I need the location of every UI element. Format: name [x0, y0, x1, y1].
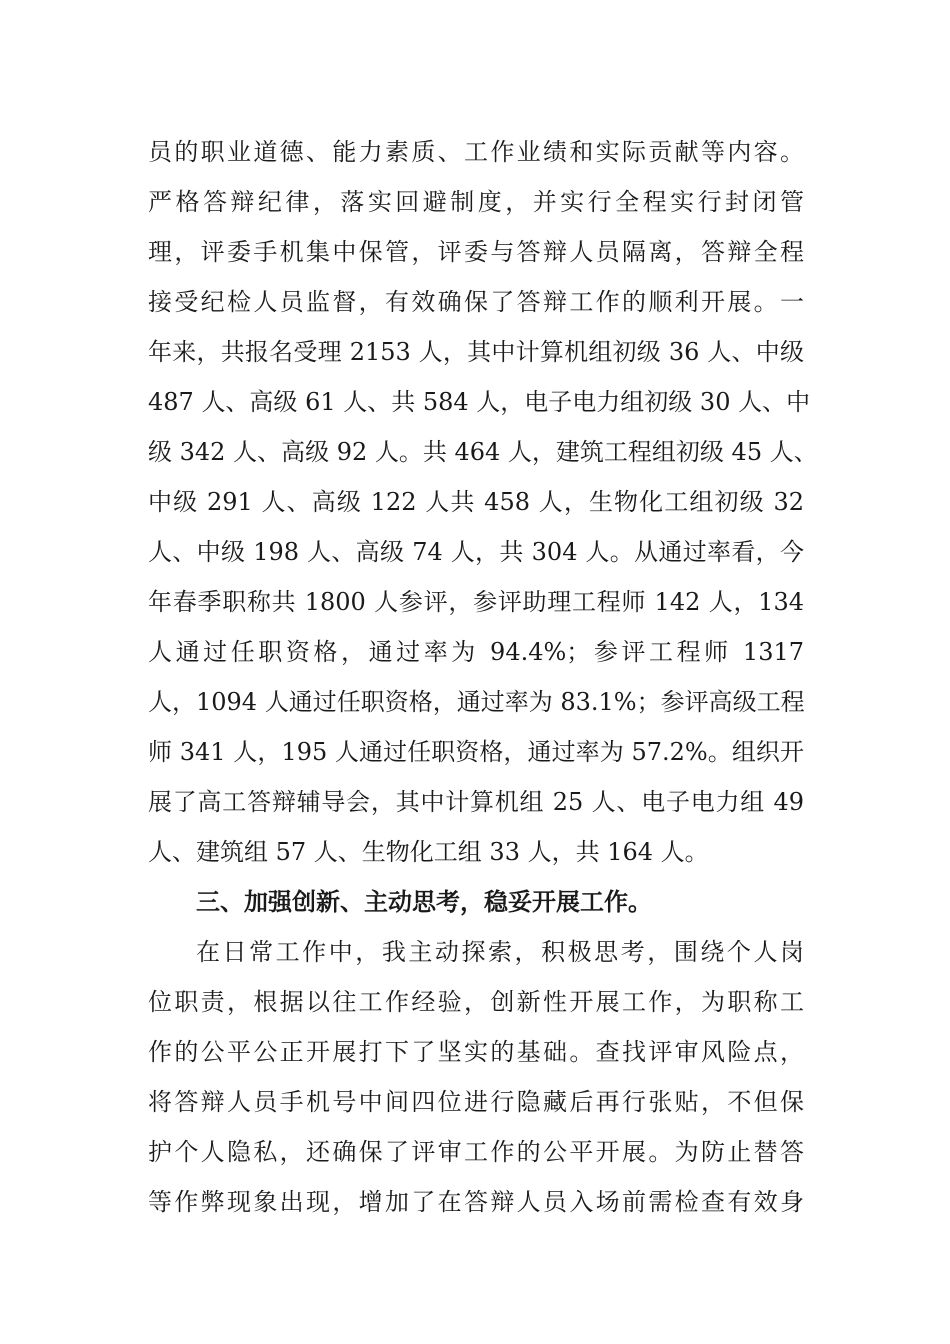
paragraph-line: 人通过任职资格，通过率为 94.4%；参评工程师 1317 [148, 638, 804, 666]
paragraph-line: 人、建筑组 57 人、生物化工组 33 人，共 164 人。 [148, 838, 709, 866]
paragraph-line: 师 341 人，195 人通过任职资格，通过率为 57.2%。组织开 [148, 738, 804, 766]
paragraph-line: 位职责，根据以往工作经验，创新性开展工作，为职称工 [148, 988, 804, 1016]
paragraph-line: 在日常工作中，我主动探索，积极思考，围绕个人岗 [196, 938, 804, 966]
paragraph-line: 理，评委手机集中保管，评委与答辩人员隔离，答辩全程 [148, 238, 804, 266]
paragraph-line: 年来，共报名受理 2153 人，其中计算机组初级 36 人、中级 [148, 338, 804, 366]
paragraph-line: 员的职业道德、能力素质、工作业绩和实际贡献等内容。 [148, 138, 804, 166]
paragraph-line: 严格答辩纪律，落实回避制度，并实行全程实行封闭管 [148, 188, 804, 216]
paragraph-line: 将答辩人员手机号中间四位进行隐藏后再行张贴，不但保 [148, 1088, 804, 1116]
paragraph-line: 487 人、高级 61 人、共 584 人，电子电力组初级 30 人、中 [148, 388, 811, 416]
paragraph-line: 级 342 人、高级 92 人。共 464 人，建筑工程组初级 45 人、 [148, 438, 818, 466]
paragraph-line: 人、中级 198 人、高级 74 人，共 304 人。从通过率看，今 [148, 538, 804, 566]
paragraph-line: 中级 291 人、高级 122 人共 458 人，生物化工组初级 32 [148, 488, 804, 516]
paragraph-line: 接受纪检人员监督，有效确保了答辩工作的顺利开展。一 [148, 288, 804, 316]
paragraph-line: 年春季职称共 1800 人参评，参评助理工程师 142 人，134 [148, 588, 804, 616]
paragraph-line: 护个人隐私，还确保了评审工作的公平开展。为防止替答 [148, 1138, 804, 1166]
paragraph-line: 等作弊现象出现，增加了在答辩人员入场前需检查有效身 [148, 1188, 804, 1216]
paragraph-line: 作的公平公正开展打下了坚实的基础。查找评审风险点， [148, 1038, 804, 1066]
paragraph-line: 展了高工答辩辅导会，其中计算机组 25 人、电子电力组 49 [148, 788, 804, 816]
paragraph-line: 人，1094 人通过任职资格，通过率为 83.1%；参评高级工程 [148, 688, 805, 716]
section-heading: 三、加强创新、主动思考，稳妥开展工作。 [196, 888, 652, 916]
